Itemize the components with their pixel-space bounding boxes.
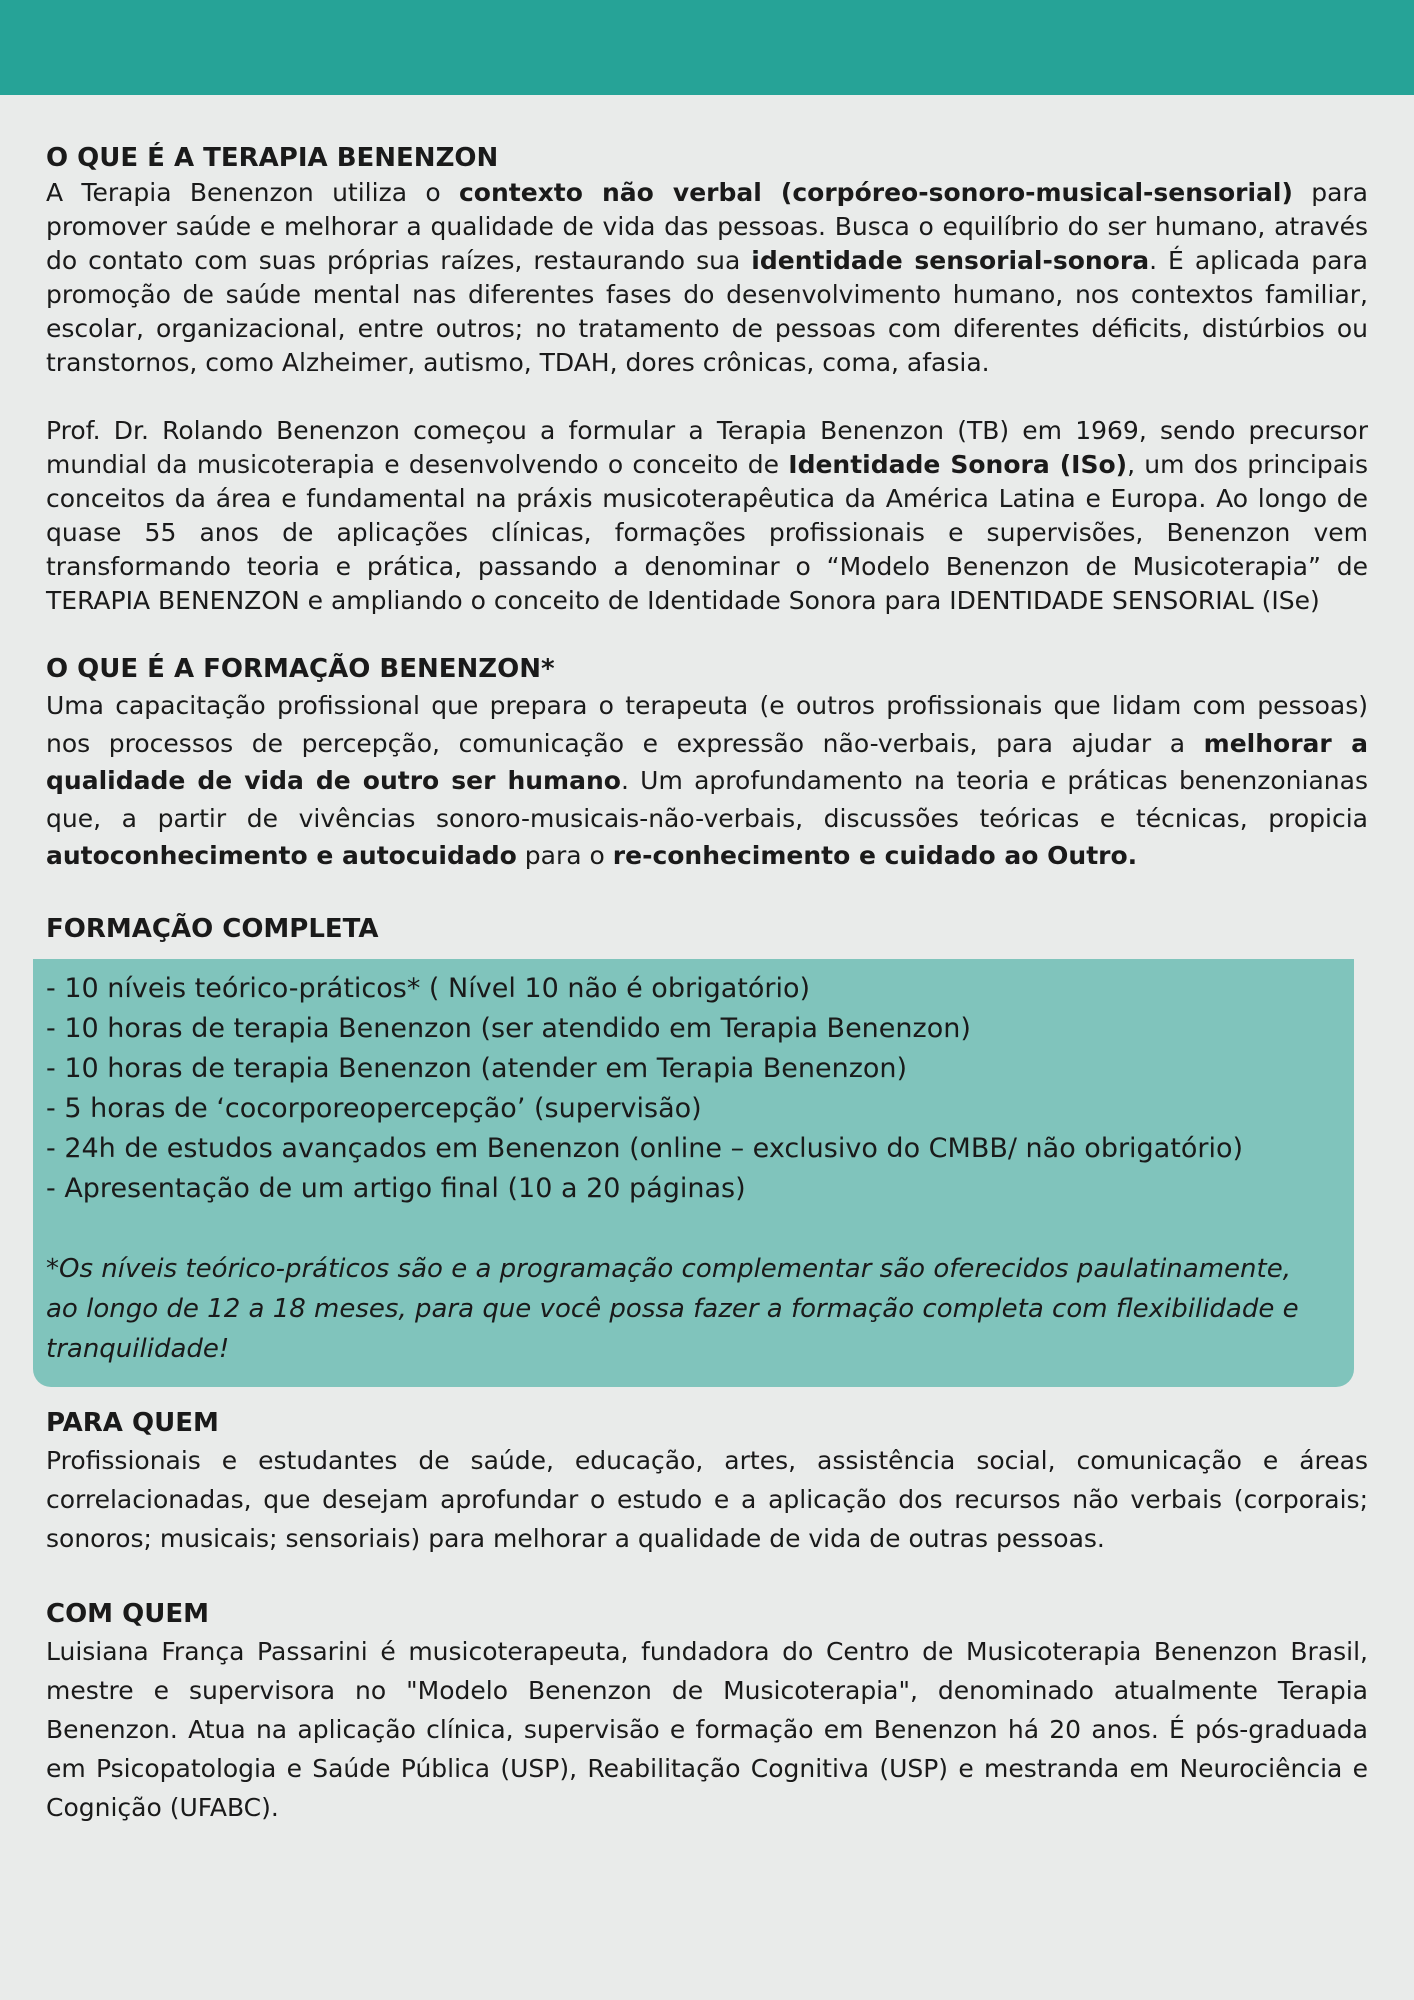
bold-text: re-conhecimento e cuidado ao Outro. <box>612 841 1138 870</box>
text-run: , um dos principais conceitos da área e fundamental na práxis musicoterapêutica da América Latina e Europa. Ao longo de quase 55 anos de aplicações clínicas, formações profissionais e supervisões, Benenzon vem transformando teoria e prática, passando a denominar o “Modelo Benenzon de Musicoterapia” de TERAPIA BENENZON e ampliando o conceito de Identidade Sonora para IDENTIDADE SENSORIAL (ISe) <box>46 450 1369 615</box>
section-title: COM QUEM <box>46 1598 209 1629</box>
paragraph-com-quem: Luisiana França Passarini é musicoterapeuta, fundadora do Centro de Musicoterapia Benenzon Brasil, mestre e supervisora no "Modelo Benenzon de Musicoterapia", denominado atualmente Terapia Benenzon. Atua na aplicação clínica, supervisão e formação em Benenzon há 20 anos. É pós-graduada em Psicopatologia e Saúde Pública (USP), Reabilitação Cognitiva (USP) e mestranda em Neurociência e Cognição (UFABC). <box>46 1636 1368 1822</box>
section-formacao-completa <box>46 911 1368 1387</box>
list-item: - Apresentação de um artigo final (10 a 20 páginas) <box>46 1172 746 1204</box>
section-para-quem <box>46 1405 1368 1558</box>
section-title: O QUE É A TERAPIA BENENZON <box>46 143 499 173</box>
bold-text: Identidade Sonora (ISo) <box>788 450 1128 479</box>
text-run: Prof. Dr. Rolando Benenzon começou a formular a Terapia Benenzon (TB) em 1969, sendo precursor mundial da musicoterapia e desenvolvendo o conceito de <box>46 416 1368 479</box>
section-terapia <box>46 140 1368 618</box>
list-item: - 5 horas de ‘cocorporeopercepção’ (supervisão) <box>46 1092 702 1124</box>
requirements-box <box>33 959 1354 1387</box>
section-com-quem <box>46 1596 1368 1827</box>
section-title: FORMAÇÃO COMPLETA <box>46 913 379 944</box>
text-run: . Um aprofundamento na teoria e práticas benenzonianas que, a partir de vivências sonoro-musicais-não-verbais, discussões teóricas e técnicas, propicia <box>46 766 1368 833</box>
bold-text: contexto não verbal (corpóreo-sonoro-musical-sensorial) <box>458 178 1293 207</box>
section-title: PARA QUEM <box>46 1407 219 1438</box>
paragraph-terapia-history <box>46 414 1368 618</box>
text-run: para o <box>516 841 613 870</box>
text-run: Uma capacitação profissional que prepara o terapeuta (e outros profissionais que lidam com pessoas) nos processos de percepção, comunicação e expressão não-verbais, para ajudar a <box>46 691 1368 758</box>
bold-text: identidade sensorial-sonora <box>751 246 1150 275</box>
bold-text: melhorar a qualidade de vida de outro ser humano <box>46 728 1368 795</box>
paragraph-para-quem: Profissionais e estudantes de saúde, educação, artes, assistência social, comunicação e áreas correlacionadas, que desejam aprofundar o estudo e a aplicação dos recursos não verbais (corporais; sonoros; musicais; sensoriais) para melhorar a qualidade de vida de outras pessoas. <box>46 1445 1368 1553</box>
list-item: - 24h de estudos avançados em Benenzon (online – exclusivo do CMBB/ não obrigatório) <box>46 1132 1244 1164</box>
list-item: - 10 horas de terapia Benenzon (ser atendido em Terapia Benenzon) <box>46 1012 971 1044</box>
section-formacao <box>46 651 1368 875</box>
list-item: - 10 horas de terapia Benenzon (atender em Terapia Benenzon) <box>46 1052 908 1084</box>
text-run: para promover saúde e melhorar a qualidade de vida das pessoas. Busca o equilíbrio do ser humano, através do contato com suas próprias raízes, restaurando sua <box>46 178 1369 275</box>
text-run: . É aplicada para promoção de saúde mental nas diferentes fases do desenvolvimento humano, nos contextos familiar, escolar, organizacional, entre outros; no tratamento de pessoas com diferentes déficits, distúrbios ou transtornos, como Alzheimer, autismo, TDAH, dores crônicas, coma, afasia. <box>46 246 1368 377</box>
document-body <box>46 140 1368 1827</box>
requirements-note: *Os níveis teórico-práticos são e a programação complementar são oferecidos paulatinamente, ao longo de 12 a 18 meses, para que você possa fazer a formação completa com flexibilidade e tranquilidade! <box>46 1253 1299 1364</box>
paragraph-terapia-intro <box>46 176 1368 380</box>
requirements-list <box>46 969 1324 1209</box>
paragraph-formacao <box>46 687 1368 875</box>
text-run: A Terapia Benenzon utiliza o <box>46 178 459 207</box>
bold-text: autoconhecimento e autocuidado <box>46 841 517 870</box>
section-title: O QUE É A FORMAÇÃO BENENZON* <box>46 654 555 684</box>
list-item: - 10 níveis teórico-práticos* ( Nível 10 não é obrigatório) <box>46 972 811 1004</box>
header-banner <box>0 0 1414 95</box>
